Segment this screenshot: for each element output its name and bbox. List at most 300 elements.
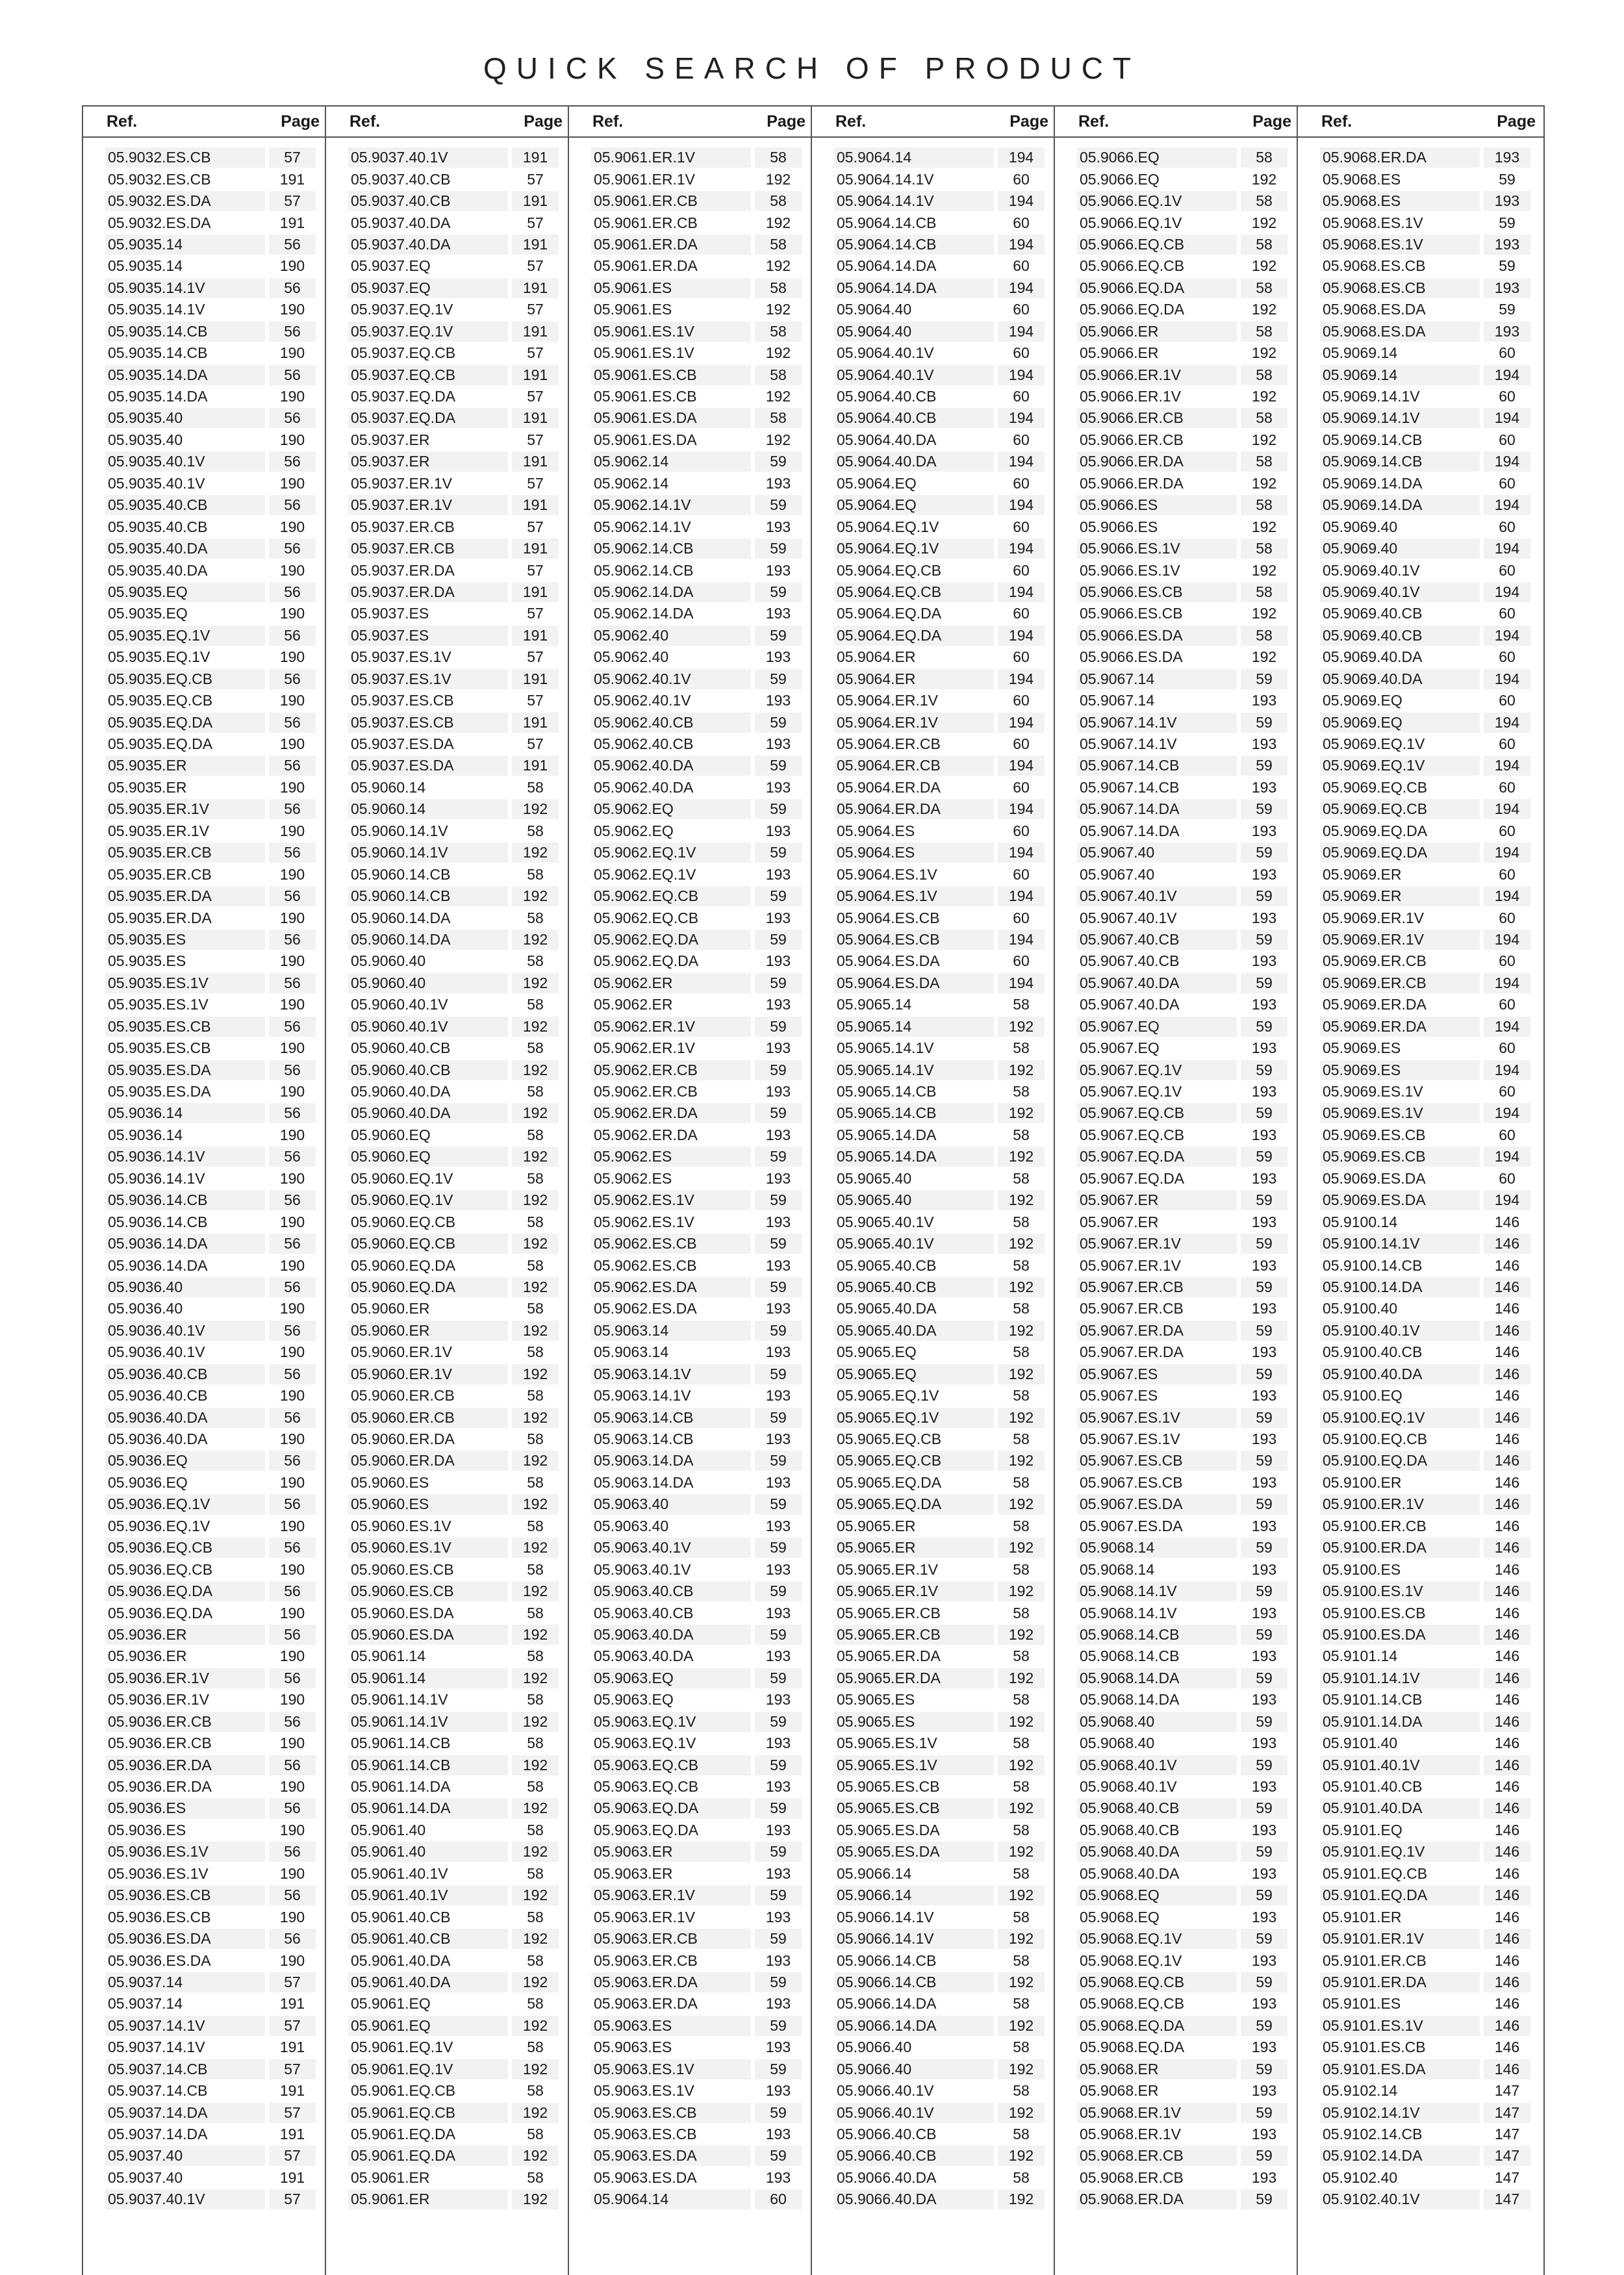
table-row: [591, 321, 802, 342]
page-number: 56: [269, 322, 316, 342]
page-number: 60: [1499, 865, 1516, 883]
page-number: 190: [279, 1473, 305, 1491]
product-ref: 05.9037.40: [108, 2168, 183, 2186]
product-ref: 05.9061.ES: [594, 301, 672, 318]
product-ref: 05.9065.ER.CB: [834, 1625, 994, 1645]
table-row: [348, 2189, 559, 2210]
page-number: 59: [755, 799, 802, 819]
page-number: 193: [765, 1647, 791, 1665]
table-row: [834, 2037, 1045, 2058]
product-ref: 05.9060.40.DA: [348, 1103, 508, 1123]
page-number: 193: [1251, 1735, 1277, 1752]
page-number: 146: [1484, 2016, 1530, 2036]
product-ref: 05.9062.EQ.1V: [591, 843, 751, 863]
product-ref: 05.9067.EQ.1V: [1080, 1083, 1182, 1100]
table-row: [1077, 820, 1288, 842]
product-ref: 05.9060.40: [348, 973, 508, 993]
page-number: 194: [998, 930, 1045, 950]
table-row: [834, 190, 1045, 212]
page-number: 193: [1251, 1778, 1277, 1796]
page-number: 190: [279, 518, 305, 535]
page-number: 58: [527, 1864, 544, 1882]
table-row: [1320, 1081, 1530, 1102]
page-number: 192: [998, 1712, 1045, 1732]
product-ref: 05.9035.ES.DA: [105, 1060, 265, 1080]
product-ref: 05.9068.ER.CB: [1080, 2168, 1184, 2186]
product-ref: 05.9064.ES.CB: [837, 909, 940, 926]
product-ref: 05.9069.EQ: [1323, 692, 1402, 709]
table-row: [834, 1581, 1045, 1602]
table-row: [1077, 1341, 1288, 1363]
product-ref: 05.9067.ES: [1080, 1387, 1158, 1404]
table-row: [1077, 603, 1288, 624]
page-number: 192: [998, 1451, 1045, 1471]
page-number: 190: [279, 1864, 305, 1882]
product-ref: 05.9061.40.1V: [348, 1885, 508, 1905]
page-number: 57: [269, 147, 316, 168]
page-number: 60: [1013, 431, 1030, 448]
product-ref: 05.9062.40.1V: [594, 692, 691, 709]
page-number: 146: [1494, 1387, 1520, 1404]
product-ref: 05.9036.ER.CB: [108, 1735, 212, 1752]
table-row: [591, 1754, 802, 1775]
product-ref: 05.9061.14.1V: [348, 1712, 508, 1732]
page-number: 59: [1241, 1581, 1288, 1601]
page-number: 192: [512, 2016, 559, 2036]
table-row: [1077, 2080, 1288, 2102]
page-number: 59: [755, 2146, 802, 2166]
product-ref: 05.9061.14: [348, 1668, 508, 1688]
page-number: 193: [1251, 1083, 1277, 1100]
product-ref: 05.9037.EQ: [348, 278, 508, 298]
table-row: [1077, 1125, 1288, 1146]
product-ref: 05.9060.40: [351, 952, 426, 970]
page-number: 194: [998, 582, 1045, 602]
page-number: 192: [998, 1929, 1045, 1949]
product-ref: 05.9069.40: [1323, 518, 1398, 535]
table-row: [105, 1581, 316, 1602]
product-ref: 05.9066.14.CB: [834, 1972, 994, 1992]
page-number: 58: [1241, 582, 1288, 602]
product-ref: 05.9063.14.DA: [594, 1473, 694, 1491]
table-row: [348, 668, 559, 690]
product-ref: 05.9035.ES: [108, 952, 186, 970]
page-number: 146: [1484, 1668, 1530, 1688]
page-number: 194: [998, 147, 1045, 168]
table-row: [834, 755, 1045, 776]
table-row: [834, 646, 1045, 668]
table-row: [105, 1016, 316, 1037]
product-ref: 05.9035.ES: [105, 930, 265, 950]
product-ref: 05.9063.EQ: [594, 1691, 674, 1709]
product-ref: 05.9068.14.CB: [1077, 1625, 1237, 1645]
product-ref: 05.9066.40.1V: [834, 2103, 994, 2123]
page-number: 56: [269, 1277, 316, 1297]
table-row: [834, 1602, 1045, 1623]
page-number: 190: [279, 1343, 305, 1361]
table-row: [105, 1059, 316, 1080]
page-number: 194: [998, 669, 1045, 689]
page-number: 56: [269, 1668, 316, 1688]
product-ref: 05.9069.40.DA: [1323, 648, 1423, 666]
table-row: [348, 342, 559, 364]
page-number: 192: [512, 1798, 559, 1818]
product-ref: 05.9069.EQ.1V: [1320, 756, 1480, 776]
table-row: [834, 2124, 1045, 2145]
table-row: [834, 2189, 1045, 2210]
product-ref: 05.9064.40: [834, 322, 994, 342]
page-number: 59: [1241, 2146, 1288, 2166]
table-row: [834, 1016, 1045, 1037]
table-row: [105, 2059, 316, 2080]
table-row: [1077, 473, 1288, 494]
page-number: 192: [512, 1408, 559, 1428]
product-ref: 05.9062.ES: [594, 1169, 672, 1187]
page-number: 194: [998, 626, 1045, 646]
table-row: [1320, 190, 1530, 212]
table-row: [105, 277, 316, 299]
product-ref: 05.9065.14.1V: [837, 1039, 934, 1057]
page-number: 193: [765, 1735, 791, 1752]
product-ref: 05.9037.EQ.1V: [351, 301, 453, 318]
page-number: 146: [1484, 1842, 1530, 1862]
table-row: [105, 1125, 316, 1146]
table-row: [105, 1711, 316, 1733]
page-number: 56: [269, 278, 316, 298]
table-row: [348, 1711, 559, 1733]
product-ref: 05.9069.14.CB: [1323, 431, 1423, 448]
page-number: 193: [765, 1256, 791, 1274]
page-number: 193: [765, 1083, 791, 1100]
page-number: 192: [998, 1494, 1045, 1514]
page-number: 193: [765, 2168, 791, 2186]
table-row: [834, 451, 1045, 472]
product-ref: 05.9036.14.DA: [105, 1234, 265, 1254]
page-number: 58: [1241, 495, 1288, 515]
page-number: 146: [1494, 1213, 1520, 1230]
product-ref: 05.9068.40: [1077, 1712, 1237, 1732]
table-row: [1320, 1798, 1530, 1819]
product-ref: 05.9037.40.DA: [351, 214, 451, 231]
table-row: [1320, 1472, 1530, 1493]
ref-header-label: Ref.: [107, 112, 138, 131]
product-ref: 05.9068.ES.CB: [1320, 278, 1480, 298]
page-number: 60: [1013, 257, 1030, 275]
page-number: 59: [1241, 1494, 1288, 1514]
product-ref: 05.9065.EQ.CB: [834, 1451, 994, 1471]
table-row: [1320, 1581, 1530, 1602]
table-row: [1320, 234, 1530, 255]
product-ref: 05.9100.14.1V: [1320, 1234, 1480, 1254]
table-row: [1320, 1733, 1530, 1754]
table-row: [834, 1472, 1045, 1493]
page-number: 147: [1484, 2146, 1530, 2166]
table-row: [1320, 1928, 1530, 1950]
product-ref: 05.9062.40.DA: [594, 778, 694, 796]
table-row: [1077, 798, 1288, 820]
page-number: 56: [269, 843, 316, 863]
table-row: [105, 2080, 316, 2102]
table-row: [591, 1168, 802, 1189]
page-number: 60: [1013, 952, 1030, 970]
product-ref: 05.9067.ES.DA: [1077, 1494, 1237, 1514]
product-ref: 05.9060.ER.DA: [348, 1451, 508, 1471]
page-number: 194: [998, 495, 1045, 515]
table-row: [1077, 625, 1288, 646]
table-row: [1077, 733, 1288, 755]
page-number: 146: [1494, 1647, 1520, 1665]
table-row: [591, 1776, 802, 1798]
table-row: [834, 1689, 1045, 1710]
product-ref: 05.9101.ER.1V: [1320, 1929, 1480, 1949]
table-row: [105, 885, 316, 907]
product-ref: 05.9060.ER.CB: [348, 1408, 508, 1428]
table-row: [1077, 255, 1288, 277]
product-ref: 05.9100.14: [1323, 1213, 1398, 1230]
page-number: 194: [1484, 843, 1530, 863]
page-number: 56: [269, 799, 316, 819]
page-number: 58: [527, 1691, 544, 1709]
product-ref: 05.9061.40: [348, 1842, 508, 1862]
product-ref: 05.9035.EQ.1V: [105, 626, 265, 646]
product-ref: 05.9062.14: [594, 474, 669, 492]
table-row: [834, 907, 1045, 928]
table-row: [105, 777, 316, 798]
page-number: 56: [269, 1538, 316, 1558]
page-number: 60: [1013, 865, 1030, 883]
table-row: [1077, 1581, 1288, 1602]
page-number: 192: [512, 1712, 559, 1732]
product-ref: 05.9067.40.1V: [1080, 909, 1177, 926]
table-row: [1077, 1320, 1288, 1341]
page-number: 58: [527, 1735, 544, 1752]
page-number: 146: [1494, 1778, 1520, 1796]
product-ref: 05.9060.ES.CB: [348, 1581, 508, 1601]
product-ref: 05.9068.EQ.1V: [1077, 1929, 1237, 1949]
page-number: 58: [527, 1647, 544, 1665]
product-ref: 05.9101.ER.CB: [1323, 1951, 1427, 1969]
product-ref: 05.9069.40.1V: [1320, 582, 1480, 602]
page-number: 193: [1251, 1995, 1277, 2013]
page-number: 59: [755, 1364, 802, 1384]
page-number: 192: [998, 1842, 1045, 1862]
table-row: [591, 1254, 802, 1276]
page-number: 194: [998, 365, 1045, 385]
product-ref: 05.9037.EQ.CB: [351, 344, 456, 362]
product-ref: 05.9066.ES.CB: [1080, 605, 1183, 622]
page-number: 59: [755, 1494, 802, 1514]
product-ref: 05.9061.EQ.CB: [351, 2082, 456, 2100]
page-number: 59: [1241, 1277, 1288, 1297]
product-ref: 05.9064.ES.CB: [834, 930, 994, 950]
table-row: [591, 494, 802, 516]
page-number: 59: [1499, 170, 1516, 188]
page-number: 192: [998, 1755, 1045, 1775]
product-ref: 05.9037.ER.CB: [348, 539, 508, 559]
product-ref: 05.9060.ES: [348, 1494, 508, 1514]
page-number: 59: [755, 1538, 802, 1558]
table-row: [1320, 1211, 1530, 1232]
product-ref: 05.9069.ES.DA: [1323, 1169, 1426, 1187]
product-ref: 05.9063.EQ.DA: [594, 1821, 699, 1838]
product-ref: 05.9063.40.1V: [591, 1538, 751, 1558]
table-row: [348, 820, 559, 842]
table-row: [105, 1037, 316, 1059]
table-row: [1077, 1277, 1288, 1298]
page-number: 59: [755, 756, 802, 776]
page-number: 193: [765, 1387, 791, 1404]
page-number: 193: [765, 1908, 791, 1925]
page-number: 193: [765, 1691, 791, 1709]
page-number: 59: [1241, 1755, 1288, 1775]
table-row: [1077, 842, 1288, 863]
product-ref: 05.9068.ER.DA: [1320, 147, 1480, 168]
product-ref: 05.9101.ES.DA: [1320, 2059, 1480, 2079]
table-row: [591, 516, 802, 537]
ref-header-label: Ref.: [835, 112, 867, 131]
product-ref: 05.9066.14.DA: [837, 1995, 937, 2013]
table-row: [834, 581, 1045, 603]
product-ref: 05.9063.40.1V: [594, 1560, 691, 1578]
page-number: 58: [527, 822, 544, 839]
table-row: [591, 798, 802, 820]
page-number: 58: [1013, 2082, 1030, 2100]
table-row: [834, 1189, 1045, 1211]
page-number: 192: [998, 1408, 1045, 1428]
product-ref: 05.9036.ER.DA: [108, 1778, 212, 1796]
table-row: [348, 1364, 559, 1385]
page-number: 190: [279, 1387, 305, 1404]
table-row: [105, 1493, 316, 1515]
product-ref: 05.9062.EQ.CB: [591, 886, 751, 906]
table-row: [1077, 1993, 1288, 2014]
product-ref: 05.9062.ER: [594, 996, 673, 1013]
product-ref: 05.9032.ES.DA: [108, 214, 211, 231]
page-number: 194: [998, 539, 1045, 559]
page-number: 192: [998, 1668, 1045, 1688]
product-ref: 05.9066.EQ.DA: [1077, 278, 1237, 298]
table-row: [1320, 559, 1530, 581]
product-ref: 05.9067.EQ.DA: [1077, 1147, 1237, 1167]
page-number: 57: [527, 648, 544, 666]
table-row: [348, 1820, 559, 1841]
table-row: [348, 1558, 559, 1580]
table-row: [1077, 1233, 1288, 1254]
product-ref: 05.9066.ES.DA: [1080, 648, 1183, 666]
table-row: [105, 2189, 316, 2210]
product-ref: 05.9061.40.DA: [348, 1972, 508, 1992]
table-row: [1320, 581, 1530, 603]
product-ref: 05.9060.40.DA: [351, 1083, 451, 1100]
table-row: [1320, 755, 1530, 776]
page-number: 193: [765, 605, 791, 622]
table-row: [1077, 494, 1288, 516]
table-row: [1077, 1646, 1288, 1667]
table-row: [834, 1885, 1045, 1906]
table-row: [348, 1277, 559, 1298]
product-ref: 05.9063.40: [594, 1517, 669, 1534]
page-number: 190: [279, 1300, 305, 1317]
table-row: [348, 755, 559, 776]
table-row: [1077, 407, 1288, 429]
product-ref: 05.9101.EQ: [1323, 1821, 1402, 1838]
table-row: [105, 212, 316, 233]
page-number: 193: [765, 778, 791, 796]
page-number: 192: [998, 1060, 1045, 1080]
page-number: 60: [1499, 909, 1516, 926]
page-header-label: Page: [1009, 112, 1048, 131]
product-ref: 05.9035.ES.1V: [108, 996, 209, 1013]
page-number: 59: [1241, 1147, 1288, 1167]
product-ref: 05.9036.EQ: [108, 1473, 188, 1491]
table-row: [348, 733, 559, 755]
table-row: [834, 885, 1045, 907]
page-number: 190: [279, 388, 305, 405]
product-ref: 05.9064.40.DA: [834, 451, 994, 472]
page-number: 58: [1013, 1735, 1030, 1752]
table-row: [348, 2102, 559, 2123]
page-number: 146: [1484, 1798, 1530, 1818]
table-row: [834, 1711, 1045, 1733]
product-ref: 05.9063.EQ.CB: [591, 1755, 751, 1775]
table-row: [1320, 1254, 1530, 1276]
page-number: 190: [279, 474, 305, 492]
product-ref: 05.9035.40.1V: [108, 474, 205, 492]
product-ref: 05.9064.ER.CB: [837, 735, 941, 753]
product-ref: 05.9037.ER.DA: [348, 582, 508, 602]
table-row: [1077, 1037, 1288, 1059]
entry-list: [105, 147, 316, 2211]
product-ref: 05.9060.ES.DA: [348, 1625, 508, 1645]
table-row: [348, 212, 559, 233]
product-ref: 05.9036.ES.CB: [105, 1885, 265, 1905]
page-number: 58: [527, 909, 544, 926]
table-row: [1320, 1711, 1530, 1733]
product-ref: 05.9035.EQ: [108, 605, 188, 622]
product-ref: 05.9064.ER.1V: [834, 713, 994, 733]
product-ref: 05.9065.14: [837, 996, 912, 1013]
table-row: [1077, 2124, 1288, 2145]
table-row: [1077, 1385, 1288, 1406]
product-ref: 05.9101.ES.1V: [1320, 2016, 1480, 2036]
page-number: 192: [998, 2059, 1045, 2079]
product-ref: 05.9069.EQ.CB: [1320, 799, 1480, 819]
table-row: [105, 147, 316, 168]
product-ref: 05.9064.EQ.DA: [837, 605, 942, 622]
page-number: 59: [755, 2016, 802, 2036]
product-ref: 05.9069.40: [1320, 539, 1480, 559]
page-number: 57: [269, 2189, 316, 2209]
product-ref: 05.9060.ER: [348, 1321, 508, 1341]
page-number: 57: [269, 2103, 316, 2123]
table-row: [1077, 1841, 1288, 1862]
page-number: 59: [755, 1625, 802, 1645]
page-number: 56: [269, 1494, 316, 1514]
table-row: [1077, 1102, 1288, 1124]
product-ref: 05.9069.ER.1V: [1320, 930, 1480, 950]
product-ref: 05.9100.ER.1V: [1320, 1494, 1480, 1514]
product-ref: 05.9066.ES: [1080, 518, 1158, 535]
product-ref: 05.9061.EQ.1V: [348, 2059, 508, 2079]
product-ref: 05.9066.40.DA: [837, 2168, 937, 2186]
table-row: [1320, 842, 1530, 863]
product-ref: 05.9037.40.DA: [348, 235, 508, 255]
page-number: 192: [998, 1885, 1045, 1905]
page-number: 192: [512, 2103, 559, 2123]
table-row: [834, 299, 1045, 320]
product-ref: 05.9060.EQ.1V: [348, 1190, 508, 1210]
table-row: [591, 950, 802, 972]
